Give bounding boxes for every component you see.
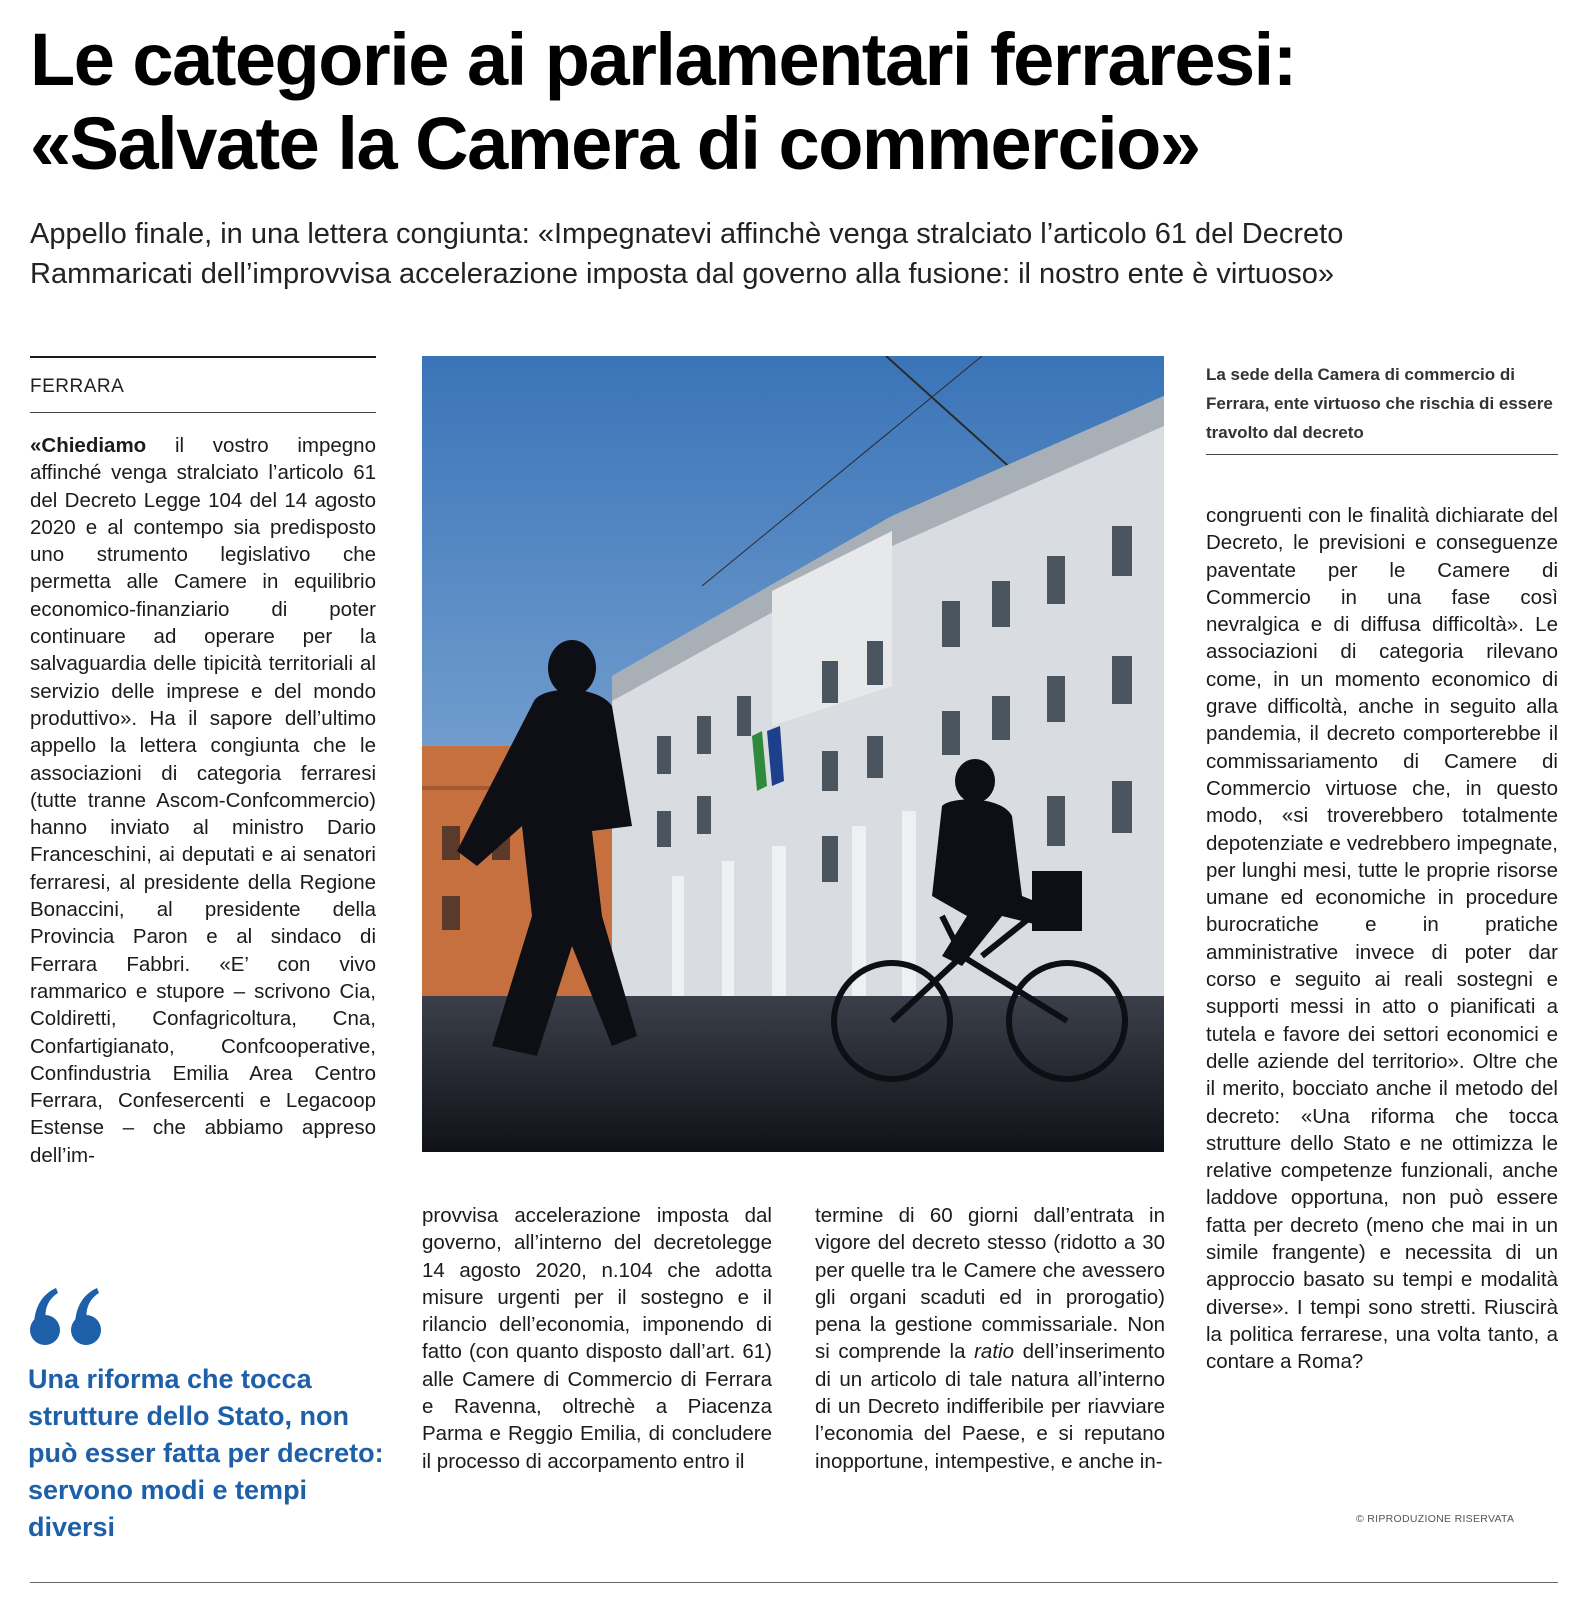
subheadline (30, 214, 1560, 294)
subheadline-line-1: Appello finale, in una lettera congiunta: «Impegnatevi affinchè venga stralciato l’articolo 61 del Decreto (30, 218, 1344, 250)
divider-rule (30, 1582, 1558, 1583)
copyright-notice: © RIPRODUZIONE RISERVATA (1356, 1513, 1515, 1525)
body-column-3 (815, 1202, 1165, 1532)
divider-rule (30, 356, 376, 358)
headline-line-1: Le categorie ai parlamentari ferraresi: (30, 18, 1296, 101)
body-column-2 (422, 1202, 772, 1532)
quote-icon (28, 1286, 108, 1346)
headline-line-2: «Salvate la Camera di commercio» (30, 102, 1200, 185)
body-text: provvisa accelerazione imposta dal governo, all’interno del decretolegge 14 agosto 2020, n.104 che adotta misure urgenti per il sostegno e il rilancio dell’economia, imponendo di fatto (con quanto disposto dall’art. 61) alle Camere di Commercio di Ferrara e Ravenna, oltrechè a Piacenza Parma e Reggio Emilia, di concludere il processo di accorpamento entro il (422, 1204, 772, 1473)
dateline: FERRARA (30, 376, 125, 397)
divider-rule (30, 412, 376, 413)
article-photo (422, 356, 1164, 1152)
headline (30, 18, 1560, 186)
divider-rule (1206, 454, 1558, 455)
body-text: il vostro impegno affinché venga stralciato l’articolo 61 del Decreto Legge 104 del 14 agosto 2020 e al contempo sia predisposto uno strumento legislativo che permetta alle Camere in equilibrio economico-finanziario di poter continuare ad operare per la salvaguardia delle tipicità territoriali al servizio delle imprese e del mondo produttivo». Ha il sapore dell’ultimo appello la lettera congiunta che le associazioni di categoria ferraresi (tutte tranne Ascom-Confcommercio) hanno inviato al ministro Dario Franceschini, ai deputati e ai senatori ferraresi, al presidente della Regione Bonaccini, al presidente della Provincia Paron e al sindaco di Ferrara Fabbri. «E’ con vivo rammarico e stupore – scrivono Cia, Coldiretti, Confagricoltura, Cna, Confartigianato, Confcooperative, Confindustria Emilia Area Centro Ferrara, Confesercenti e Legacoop Estense – che abbiamo appreso dell’im- (30, 434, 376, 1167)
body-column-4 (1206, 502, 1558, 1532)
lead-word: «Chiediamo (30, 434, 147, 457)
photo-caption: La sede della Camera di commercio di Ferrara, ente virtuoso che rischia di essere travolto dal decreto (1206, 365, 1553, 442)
italic-term: ratio (974, 1340, 1014, 1364)
pull-quote: Una riforma che tocca strutture dello Stato, non può esser fatta per decreto: servono modi e tempi diversi (28, 1364, 384, 1542)
body-text: termine di 60 giorni dall’entrata in vigore del decreto stesso (ridotto a 30 per quelle tra le Camere che avessero gli organi scaduti ed in prorogatio) pena la gestione commissariale. Non si comprende la (815, 1204, 1165, 1364)
body-text: congruenti con le finalità dichiarate del Decreto, le previsioni e conseguenze paventate per le Camere di Commercio in una fase così nevralgica e di diffusa difficoltà». Le associazioni di categoria rilevano come, in un momento economico di grave difficoltà, anche in seguito alla pandemia, il decreto comporterebbe il commissariamento di Camere di Commercio virtuose che, in questo modo, «si troverebbero totalmente depotenziate e vedrebbero impegnate, per lunghi mesi, tutte le proprie risorse umane ed economiche in procedure burocratiche e in pratiche amministrative invece di poter dar corso e seguito ai reali sostegni e supporti messi in atto o pianificati a tutela e favore dei settori economici e delle aziende del territorio». Oltre che il merito, bocciato anche il metodo del decreto: «Una riforma che tocca strutture dello Stato e ne ottimizza le relative competenze funzionali, anche laddove opportuna, non può essere fatta per decreto (meno che mai in un simile frangente) e necessita di un approccio basato su tempi e modalità diverse». I tempi sono stretti. Riuscirà la politica ferrarese, una volta tanto, a contare a Roma? (1206, 504, 1558, 1374)
subheadline-line-2: Rammaricati dell’improvvisa accelerazione imposta dal governo alla fusione: il nostro ente è virtuoso» (30, 258, 1335, 290)
body-column-1 (30, 432, 376, 1254)
body-text: dell’inserimento di un articolo di tale natura all’interno di un Decreto indifferibile per riavviare l’economia del Paese, e si reputano inopportune, intempestive, e anche in- (815, 1340, 1165, 1473)
